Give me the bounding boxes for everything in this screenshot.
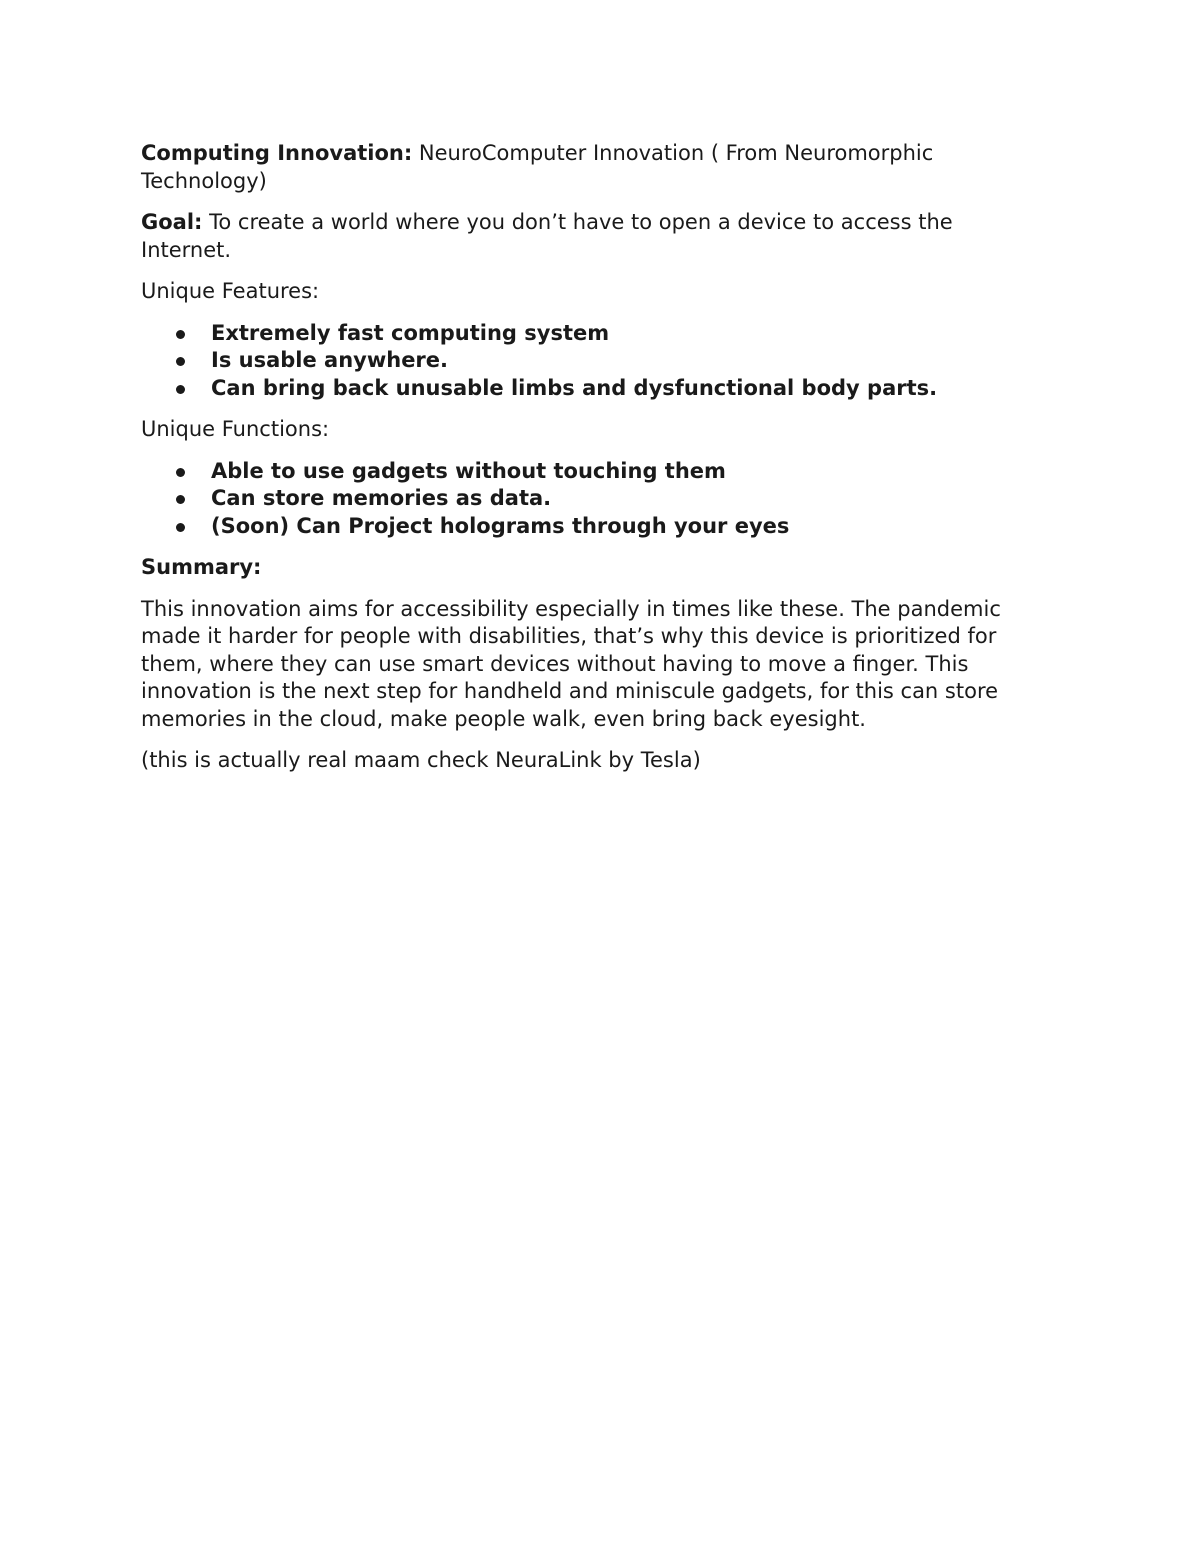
document-body <box>141 140 1041 789</box>
unique-functions-heading: Unique Functions: <box>141 417 330 441</box>
list-item <box>141 458 1041 486</box>
computing-innovation-label: Computing Innovation: <box>141 141 413 165</box>
list-item <box>141 485 1041 513</box>
list-item <box>141 320 1041 348</box>
unique-functions-list <box>141 458 1041 541</box>
unique-features-list <box>141 320 1041 403</box>
closing-note: (this is actually real maam check NeuraLink by Tesla) <box>141 748 701 772</box>
bullet-icon <box>176 495 185 504</box>
bullet-icon <box>176 468 185 477</box>
feature-text: Extremely fast computing system <box>211 320 610 345</box>
list-item <box>141 513 1041 541</box>
list-item <box>141 347 1041 375</box>
function-text: Able to use gadgets without touching them <box>211 458 726 483</box>
bullet-icon <box>176 523 185 532</box>
computing-innovation-value: NeuroComputer Innovation ( From Neuromorphic Technology) <box>141 141 934 193</box>
goal-line <box>141 209 1041 264</box>
bullet-icon <box>176 357 185 366</box>
list-item <box>141 375 1041 403</box>
feature-text: Can bring back unusable limbs and dysfunctional body parts. <box>211 375 938 400</box>
goal-label: Goal: <box>141 210 203 234</box>
summary-body: This innovation aims for accessibility especially in times like these. The pandemic made it harder for people with disabilities, that’s why this device is prioritized for them, where they can use smart devices without having to move a finger. This innovation is the next step for handheld and miniscule gadgets, for this can store memories in the cloud, make people walk, even bring back eyesight. <box>141 596 1001 731</box>
computing-innovation-line <box>141 140 1041 195</box>
function-text: Can store memories as data. <box>211 486 552 510</box>
summary-heading: Summary: <box>141 555 262 579</box>
goal-value: To create a world where you don’t have to open a device to access the Internet. <box>141 210 953 262</box>
function-text: (Soon) Can Project holograms through your eyes <box>211 513 790 538</box>
bullet-icon <box>176 330 185 339</box>
bullet-icon <box>176 385 185 394</box>
feature-text: Is usable anywhere. <box>211 348 449 372</box>
unique-features-heading: Unique Features: <box>141 279 320 303</box>
